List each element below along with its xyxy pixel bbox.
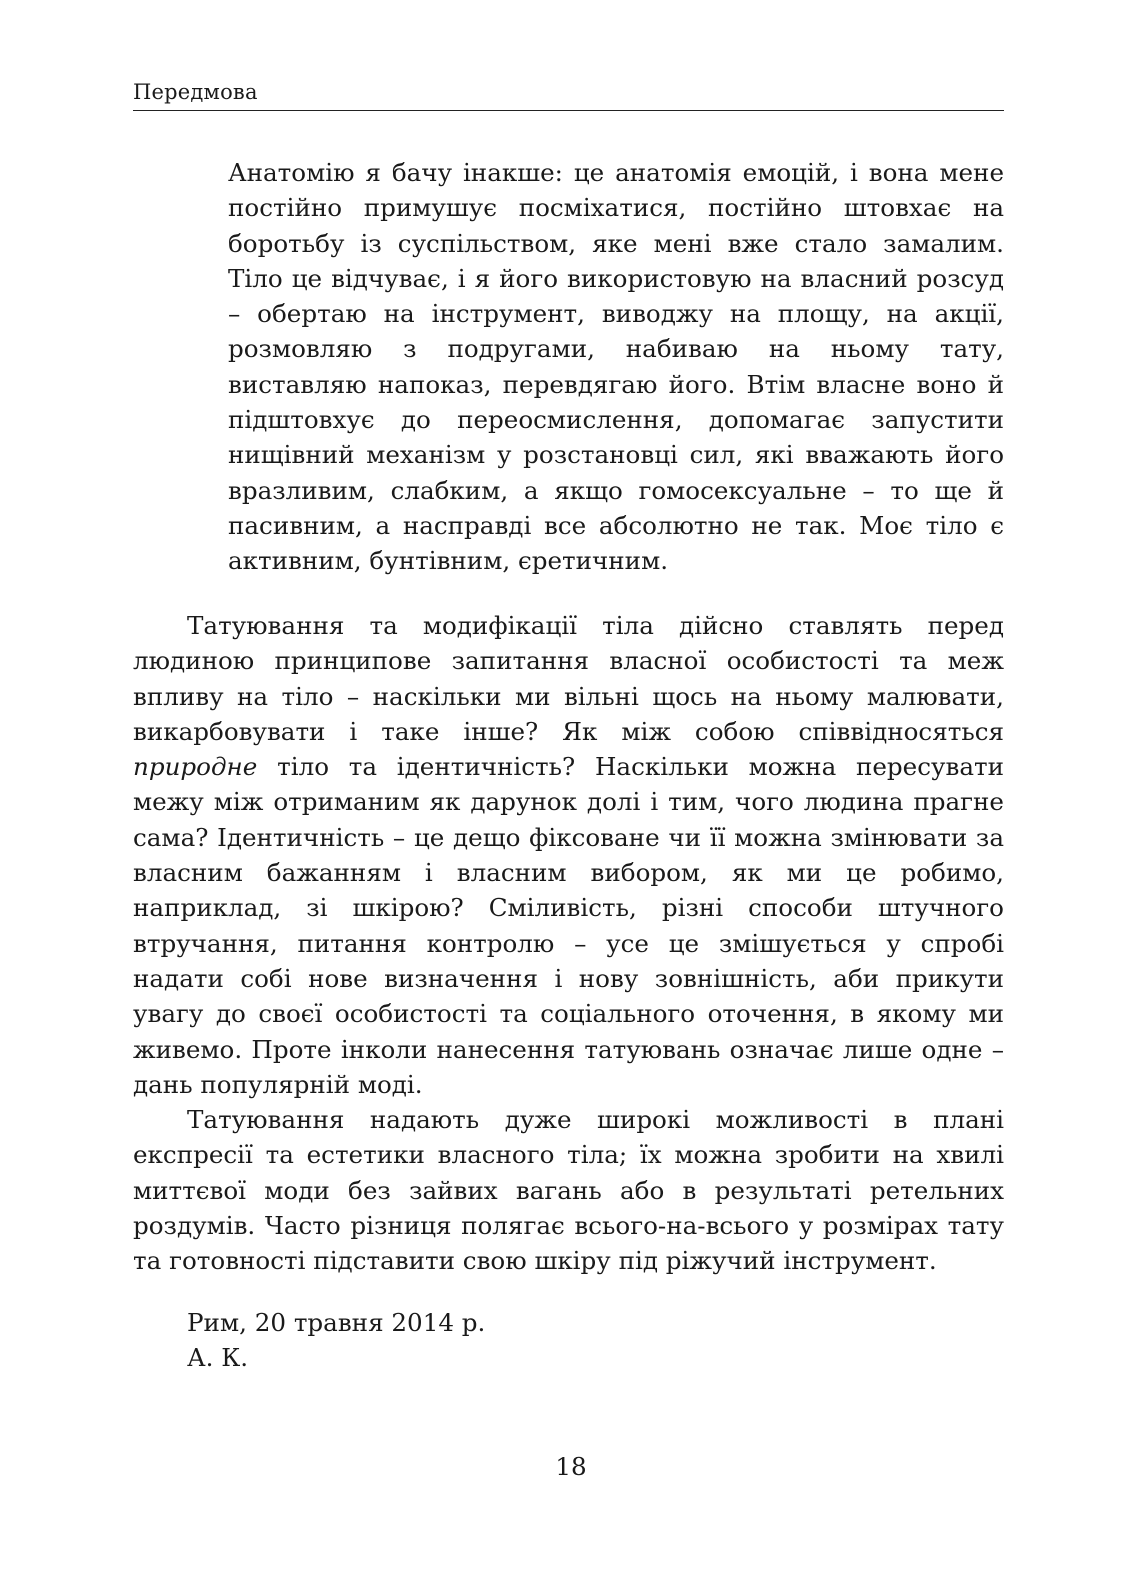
section-title: Передмова (133, 80, 258, 104)
block-quote: Анатомію я бачу інакше: це анатомія емоцій, і вона мене постійно примушує посміхатися, постійно штовхає на боротьбу із суспільством, яке мені вже стало замалим. Тіло це відчуває, і я його використовую на власний розсуд – обертаю на інструмент, виводжу на площу, на акції, розмовляю з подругами, набиваю на ньому тату, виставляю напоказ, перевдягаю його. Втім власне воно й підштовхує до переосмислення, допомагає запустити нищівний механізм у розстановці сил, які вважають його вразливим, слабким, а якщо гомосексуальне – то ще й пасивним, а насправді все абсолютно не так. Моє тіло є активним, бунтівним, єретичним. (228, 158, 1004, 576)
signature-block (187, 1305, 485, 1376)
page-number: 18 (555, 1452, 587, 1481)
running-header (133, 76, 1004, 111)
paragraph-1-part-a: Татуювання та модифікації тіла дійсно ставлять перед людиною принципове запитання власної особистості та меж впливу на тіло – наскільки ми вільні щось на ньому малювати, викарбовувати і таке інше? Як між собою співвідносяться (133, 611, 1004, 746)
paragraph-1 (133, 608, 1004, 1102)
paragraph-1-part-b: тіло та ідентичність? Наскільки можна пересувати межу між отриманим як дарунок долі і тим, чого людина прагне сама? Ідентичність – це дещо фіксоване чи її можна змінювати за власним бажанням і власним вибором, як ми це робимо, наприклад, зі шкірою? Сміливість, різні способи штучного втручання, питання контролю – усе це змішується у спробі надати собі нове визначення і нову зовнішність, аби прикути увагу до своєї особистості та соціального оточення, в якому ми живемо. Проте інколи нанесення татуювань означає лише одне – дань популярній моді. (133, 752, 1004, 1099)
main-text (133, 608, 1004, 1279)
author-initials: А. К. (187, 1343, 249, 1373)
place-date: Рим, 20 травня 2014 р. (187, 1308, 486, 1337)
paragraph-2: Татуювання надають дуже широкі можливості в плані експресії та естетики власного тіла; їх можна зробити на хвилі миттєвої моди без зайвих вагань або в результаті ретельних роздумів. Часто різниця полягає всього-на-всього у розмірах тату та готовності підставити свою шкіру під ріжучий інструмент. (133, 1105, 1004, 1276)
italic-word: природне (133, 752, 258, 782)
